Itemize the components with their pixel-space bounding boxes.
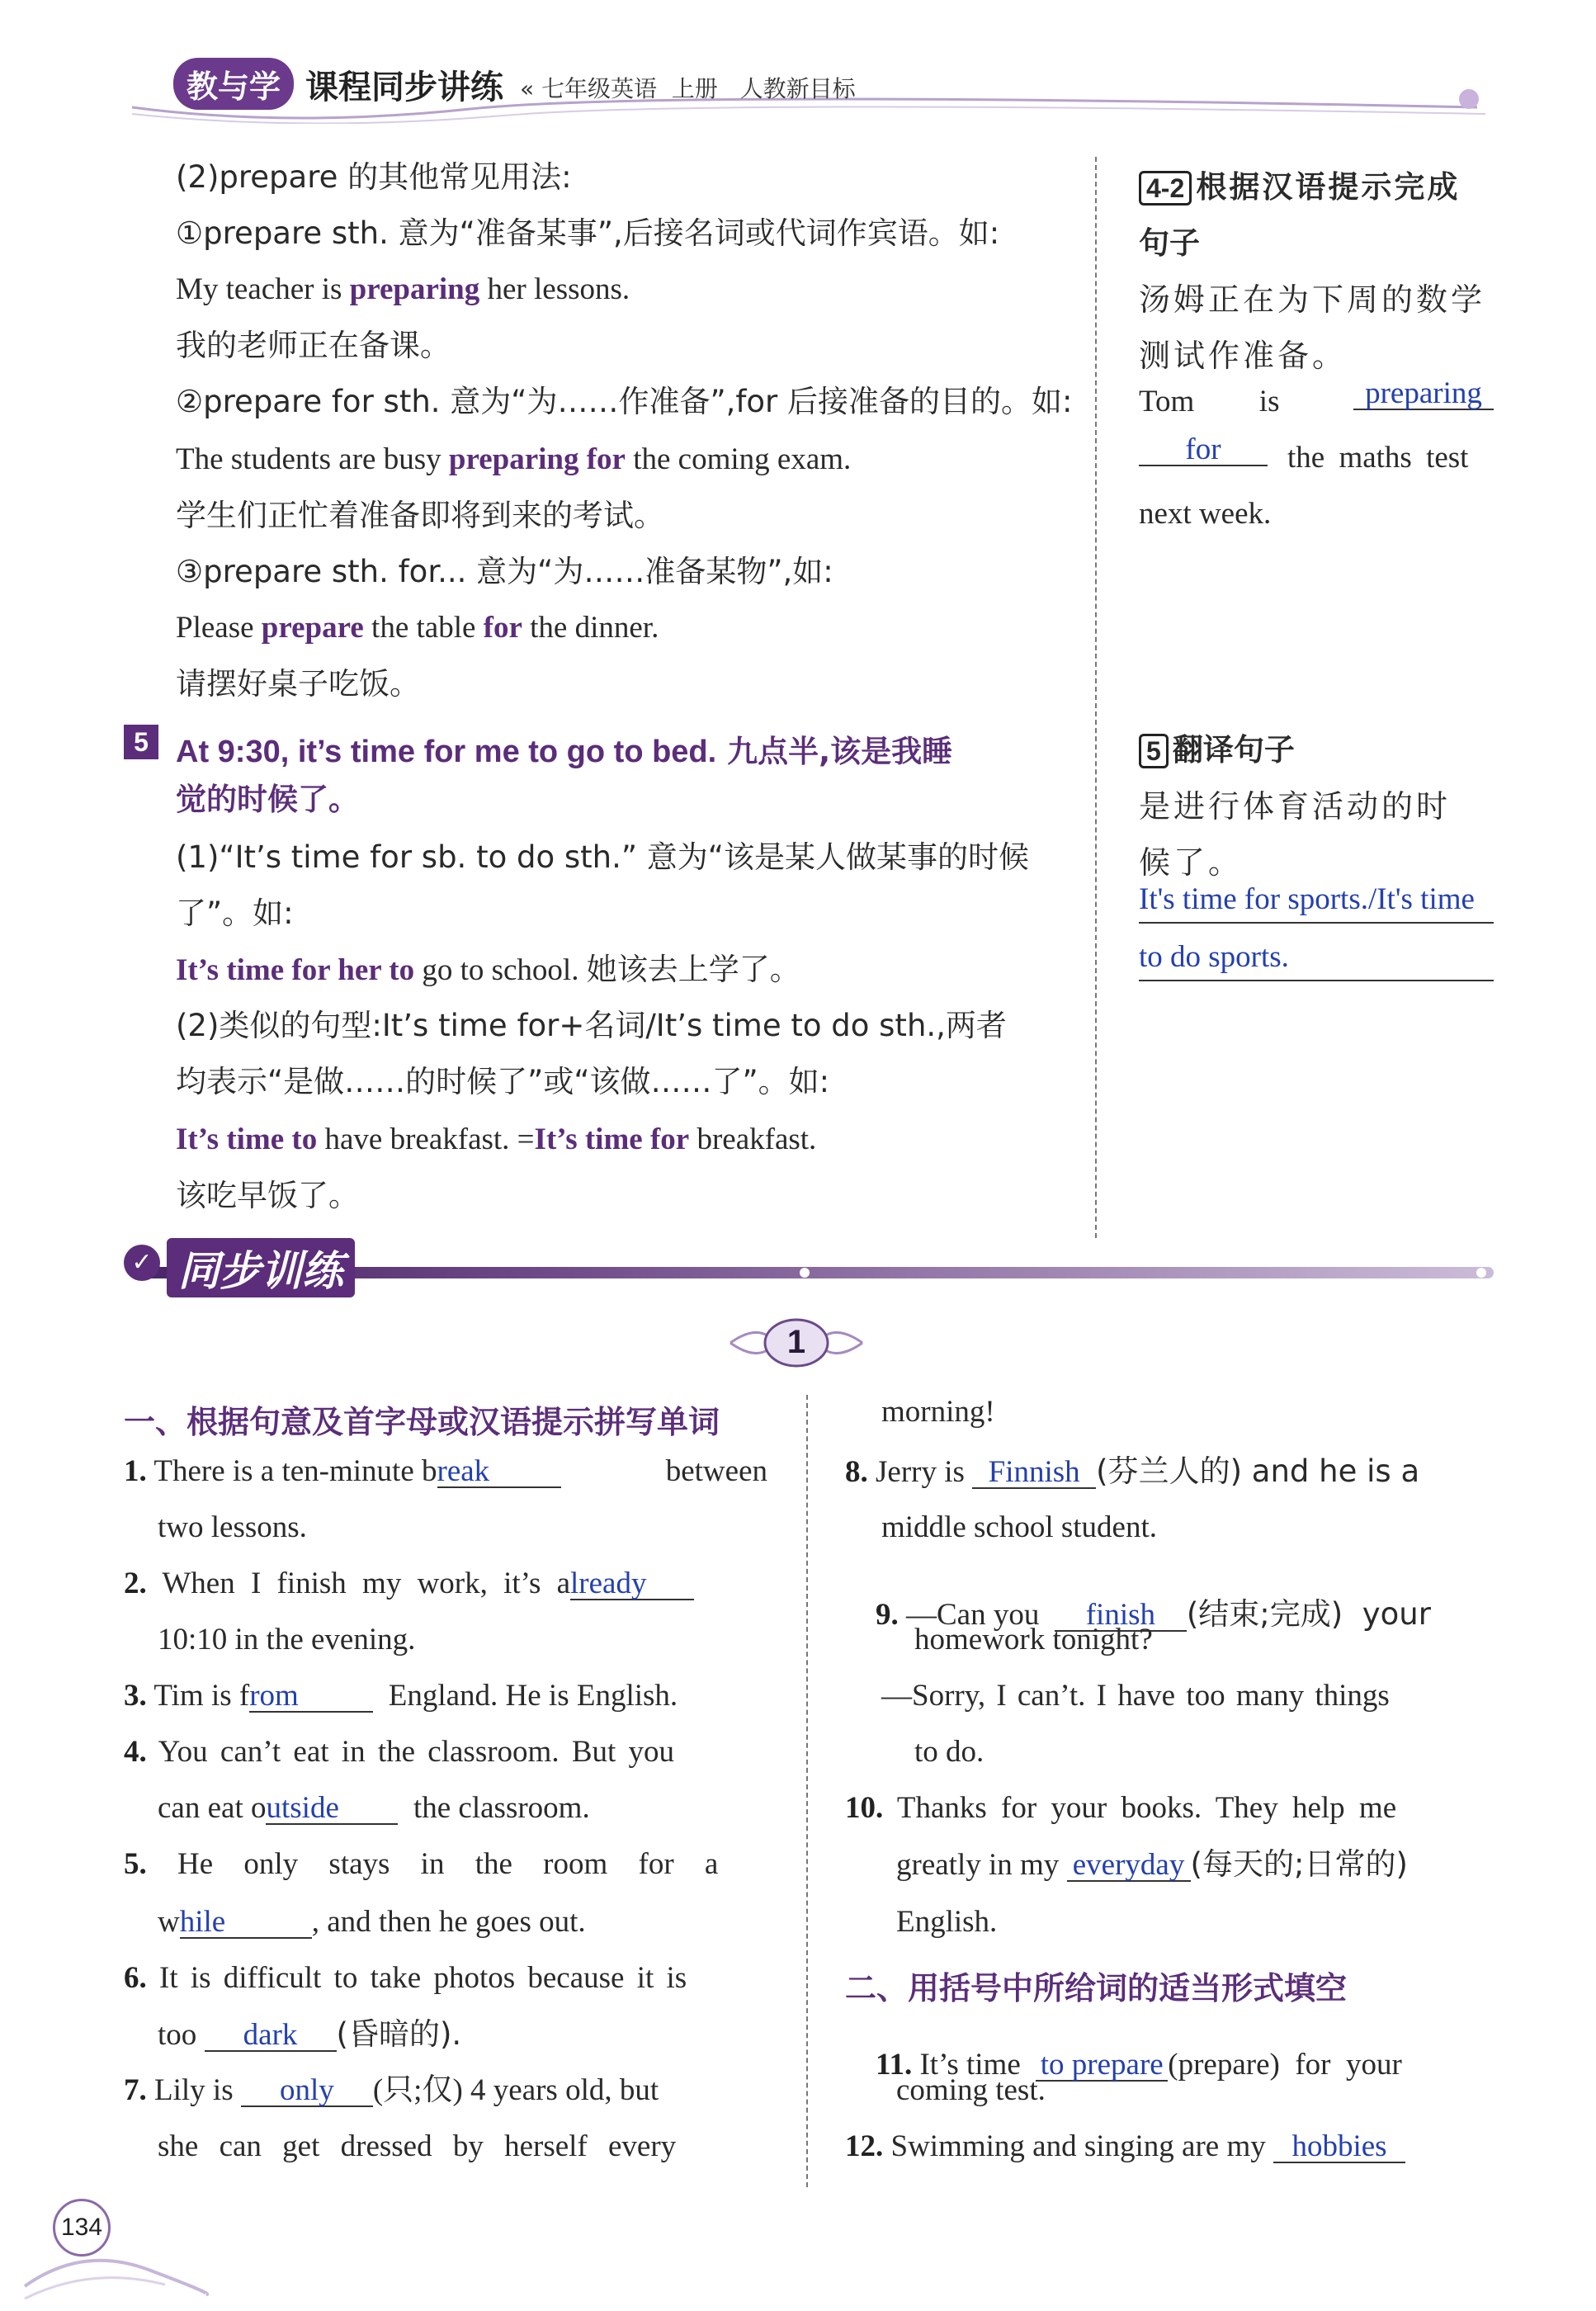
q42-cn: 汤姆正在为下周的数学 [1139,281,1486,318]
lesson-badge [726,1314,866,1372]
question-11-cont: coming test. [896,2073,1046,2107]
q5-answer[interactable]: hile [180,1907,312,1939]
question-1: 1. There is a ten-minute break between [124,1454,767,1488]
q10-answer[interactable]: everyday [1067,1850,1191,1882]
section-banner [124,1230,1494,1296]
point-5-title-cont: 觉的时候了。 [176,782,359,817]
note-example: It’s time for her to go to school. 她该去上学了。 [176,953,800,987]
column-divider [1095,157,1097,1238]
check-icon: ✓ [124,1245,160,1281]
question-1-cont: two lessons. [158,1510,307,1544]
question-6: 6. It is difficult to take photos because it is [124,1961,687,1995]
question-7: 7. Lily is only (只;仅) 4 years old, but [124,2073,659,2107]
header-subtitle: « 七年级英语 上册 人教新目标 [520,75,856,102]
question-9-reply-cont: to do. [914,1735,985,1769]
q3-answer[interactable]: rom [249,1680,373,1713]
q12-answer[interactable]: hobbies [1273,2131,1405,2163]
footer-decoration [17,2187,215,2311]
q5-cn: 候了。 [1139,844,1244,881]
q5-answer-line-1[interactable]: It's time for sports./It's time [1139,881,1494,924]
question-8: 8. Jerry is Finnish (芬兰人的) and he is a [845,1453,1420,1489]
part-1-heading: 一、根据句意及首字母或汉语提示拼写单词 [124,1404,720,1440]
question-9: 9. —Can you finish (结束;完成) your [876,1596,1431,1632]
section-title: 同步训练 [167,1238,355,1297]
note-line: ①prepare sth. 意为“准备某事”,后接名词或代词作宾语。如: [176,215,1000,251]
question-8-cont: middle school student. [881,1510,1157,1544]
q42-heading: 4-2 根据汉语提示完成 [1139,162,1460,206]
q11-answer[interactable]: to prepare [1036,2049,1168,2082]
note-line: ③prepare sth. for... 意为“为……准备某物”,如: [176,554,833,589]
note-line: 请摆好桌子吃饭。 [176,666,420,702]
note-line: 均表示“是做……的时候了”或“该做……了”。如: [176,1064,830,1099]
note-example: The students are busy preparing for the coming exam. [176,442,852,476]
question-2-cont: 10:10 in the evening. [158,1623,416,1656]
q5-cn: 是进行体育活动的时 [1139,788,1452,825]
q42-heading-cont: 句子 [1139,225,1200,261]
question-2: 2. When I finish my work, it’s already [124,1568,694,1600]
question-4: 4. You can’t eat in the classroom. But you [124,1735,675,1769]
question-5-cont: while , and then he goes out. [158,1905,586,1939]
q8-answer[interactable]: Finnish [972,1457,1096,1489]
q4-answer[interactable]: utside [266,1793,398,1825]
question-10-end: English. [896,1905,998,1939]
footer-swirl [17,2187,215,2311]
note-example: It’s time to have breakfast. =It’s time for breakfast. [176,1122,817,1156]
question-4-cont: can eat outside the classroom. [158,1791,590,1825]
part-2-heading: 二、用括号中所给词的适当形式填空 [845,1970,1348,2006]
point-5-title: At 9:30, it’s time for me to go to bed. 九点半,该是我睡 [176,734,953,769]
header [124,50,1494,124]
q42-en: the maths test [1287,441,1469,475]
q5-answer-line-2[interactable]: to do sports. [1139,939,1494,981]
note-line: 学生们正忙着准备即将到来的考试。 [176,498,664,533]
q2-answer[interactable]: lready [570,1568,694,1600]
question-5: 5. He only stays in the room for a [124,1847,719,1881]
q42-cn: 测试作准备。 [1139,338,1348,374]
q42-en: Tom is [1139,385,1280,418]
question-6-cont: too dark (昏暗的). [158,2016,462,2052]
question-9-cont: homework tonight? [914,1623,1153,1656]
question-7-end: morning! [881,1395,995,1429]
exercise-divider [806,1395,808,2187]
question-10-cont: greatly in my everyday (每天的;日常的) [896,1846,1408,1882]
note-example: Please prepare the table for the dinner. [176,611,659,645]
header-logo: 教与学 [173,58,294,110]
q9-answer[interactable]: finish [1055,1600,1187,1632]
question-9-reply: —Sorry, I can’t. I have too many things [881,1679,1390,1713]
lesson-number: 1 [786,1324,806,1360]
header-title: 课程同步讲练 [305,69,503,106]
note-line: 了”。如: [176,896,294,931]
note-line: 我的老师正在备课。 [176,328,451,363]
q1-answer[interactable]: reak [437,1456,561,1488]
question-10: 10. Thanks for your books. They help me [845,1791,1397,1825]
question-7-cont: she can get dressed by herself every [158,2129,677,2163]
question-12: 12. Swimming and singing are my hobbies [845,2131,1405,2163]
note-example: My teacher is preparing her lessons. [176,272,630,306]
q7-answer[interactable]: only [241,2075,373,2107]
note-line: 该吃早饭了。 [176,1178,359,1213]
q5-heading: 5 翻译句子 [1139,725,1295,769]
q6-answer[interactable]: dark [205,2020,337,2052]
point-5-badge: 5 [124,725,158,759]
q42-answer-2[interactable]: for [1139,434,1268,466]
question-3: 3. Tim is from England. He is English. [124,1679,678,1713]
note-line: ②prepare for sth. 意为“为……作准备”,for 后接准备的目的。如: [176,384,1073,419]
page-number: 134 [53,2199,111,2257]
note-line: (2)prepare 的其他常见用法: [176,159,572,195]
question-11: 11. It’s time to prepare (prepare) for your [876,2048,1402,2082]
note-line: (1)“It’s time for sb. to do sth.” 意为“该是某人做某事的时候 [176,839,1029,875]
q42-answer-1[interactable]: preparing [1353,378,1494,410]
q42-en: next week. [1139,497,1272,531]
note-line: (2)类似的句型:It’s time for+名词/It’s time to do sth.,两者 [176,1008,1007,1043]
